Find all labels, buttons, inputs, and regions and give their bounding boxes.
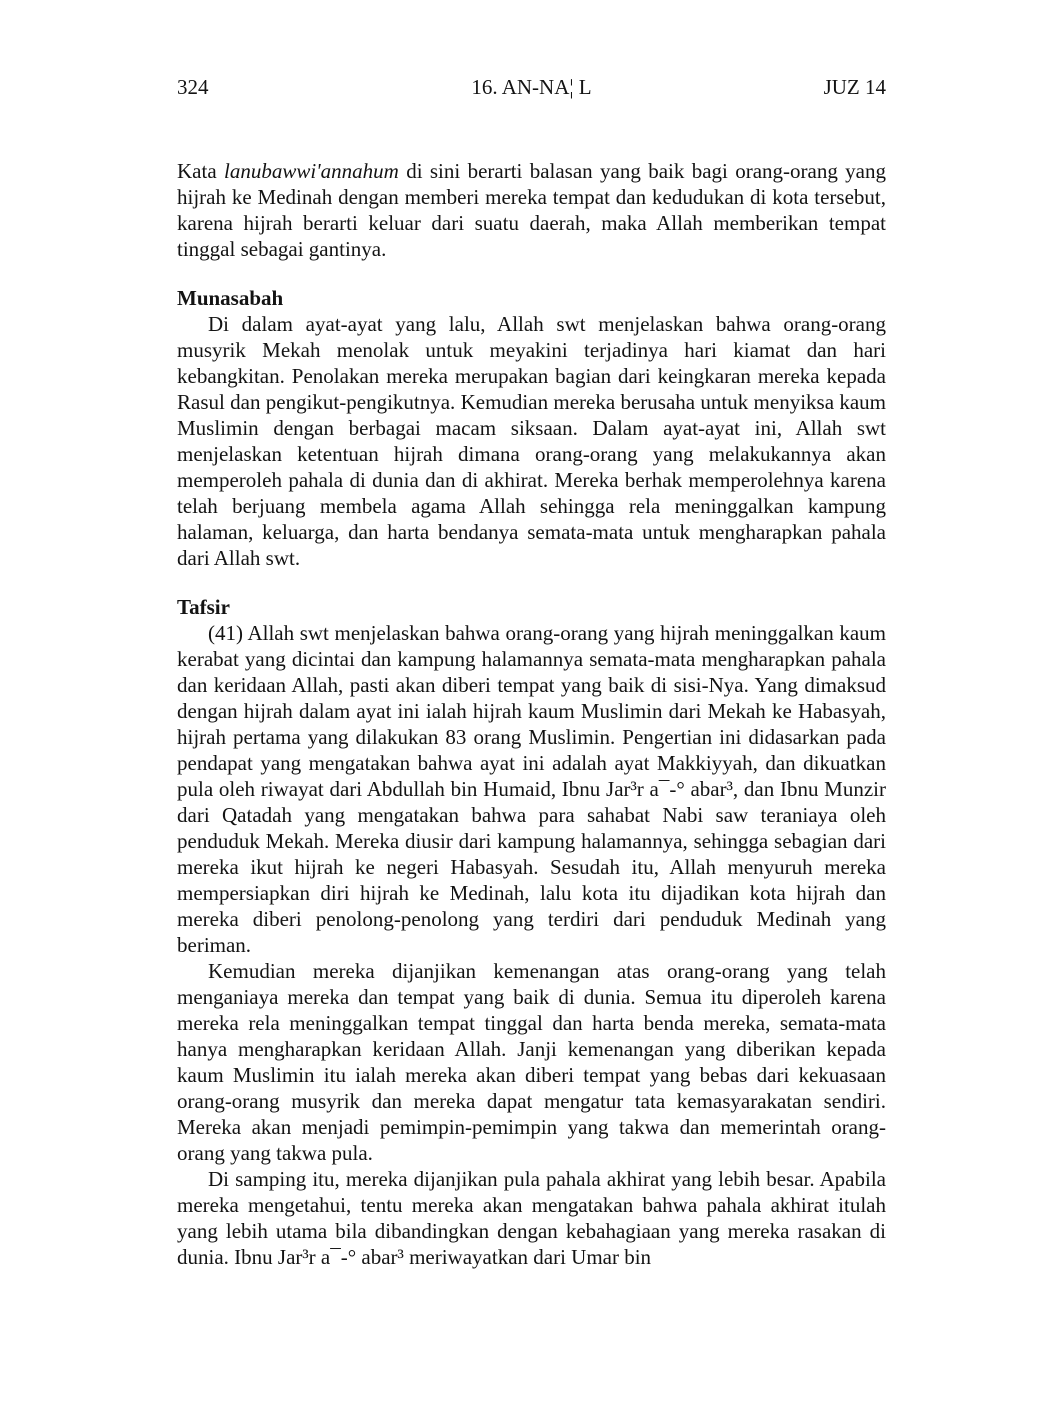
page-body bbox=[177, 158, 886, 1270]
section-heading-tafsir: Tafsir bbox=[177, 595, 230, 619]
tafsir-paragraph-3: Di samping itu, mereka dijanjikan pula pahala akhirat yang lebih besar. Apabila mereka mengetahui, tentu mereka akan mengatakan bahwa pahala akhirat itulah yang lebih utama bila dibandingkan dengan kebahagiaan yang mereka rasakan di dunia. Ibnu Jar³r a¯-° abar³ meriwayatkan dari Umar bin bbox=[177, 1167, 886, 1269]
juz-label: JUZ 14 bbox=[823, 75, 886, 99]
tafsir-paragraph-2: Kemudian mereka dijanjikan kemenangan atas orang-orang yang telah menganiaya mereka dan tempat yang baik di dunia. Semua itu diperoleh karena mereka rela meninggalkan tempat tinggal dan harta benda mereka, semata-mata hanya mengharapkan keridaan Allah. Janji kemenangan yang diberikan kepada kaum Muslimin itu ialah mereka akan diberi tempat yang bebas dari kekuasaan orang-orang musyrik dan mereka dapat mengatur tata kemasyarakatan sendiri. Mereka akan menjadi pemimpin-pemimpin yang takwa dan memerintah orang-orang yang takwa pula. bbox=[177, 959, 886, 1165]
surah-title: 16. AN-NA¦ L bbox=[471, 75, 592, 99]
page-header bbox=[177, 74, 886, 100]
tafsir-paragraph-1: (41) Allah swt menjelaskan bahwa orang-orang yang hijrah meninggalkan kaum kerabat yang dicintai dan kampung halamannya semata-mata mengharapkan pahala dan keridaan Allah, pasti akan diberi tempat yang baik di sisi-Nya. Yang dimaksud dengan hijrah dalam ayat ini ialah hijrah kaum Muslimin dari Mekah ke Habasyah, hijrah pertama yang dilakukan 83 orang Muslimin. Pengertian ini didasarkan pada pendapat yang mengatakan bahwa ayat ini adalah ayat Makkiyyah, dan dikuatkan pula oleh riwayat dari Abdullah bin Humaid, Ibnu Jar³r a¯-° abar³, dan Ibnu Munzir dari Qatadah yang mengatakan bahwa para sahabat Nabi saw teraniaya oleh penduduk Mekah. Mereka diusir dari kampung halamannya, sehingga sebagian dari mereka ikut hijrah ke negeri Habasyah. Sesudah itu, Allah menyuruh mereka mempersiapkan diri hijrah ke Medinah, lalu kota itu dijadikan kota hijrah dan mereka diberi penolong-penolong yang terdiri dari penduduk Medinah yang beriman. bbox=[177, 621, 886, 957]
munasabah-paragraph: Di dalam ayat-ayat yang lalu, Allah swt menjelaskan bahwa orang-orang musyrik Mekah menolak untuk meyakini terjadinya hari kiamat dan hari kebangkitan. Penolakan mereka merupakan bagian dari keingkaran mereka kepada Rasul dan pengikut-pengikutnya. Kemudian mereka berusaha untuk menyiksa kaum Muslimin dengan berbagai macam siksaan. Dalam ayat-ayat ini, Allah swt menjelaskan ketentuan hijrah dimana orang-orang yang melakukannya akan memperoleh pahala di dunia dan di akhirat. Mereka berhak memperolehnya karena telah berjuang membela agama Allah sehingga rela meninggalkan kampung halaman, keluarga, dan harta bendanya semata-mata untuk mengharapkan pahala dari Allah swt. bbox=[177, 312, 886, 570]
page-number: 324 bbox=[177, 75, 209, 99]
section-heading-munasabah: Munasabah bbox=[177, 286, 284, 310]
intro-paragraph-rest: di sini berarti balasan yang baik bagi orang-orang yang hijrah ke Medinah dengan memberi mereka tempat dan kedudukan di kota tersebut, karena hijrah berarti keluar dari suatu daerah, maka Allah memberikan tempat tinggal sebagai gantinya. bbox=[177, 159, 886, 261]
italic-term: lanubawwi'annahum bbox=[224, 159, 399, 183]
intro-paragraph-prefix: Kata bbox=[177, 159, 224, 183]
intro-paragraph bbox=[177, 158, 886, 262]
